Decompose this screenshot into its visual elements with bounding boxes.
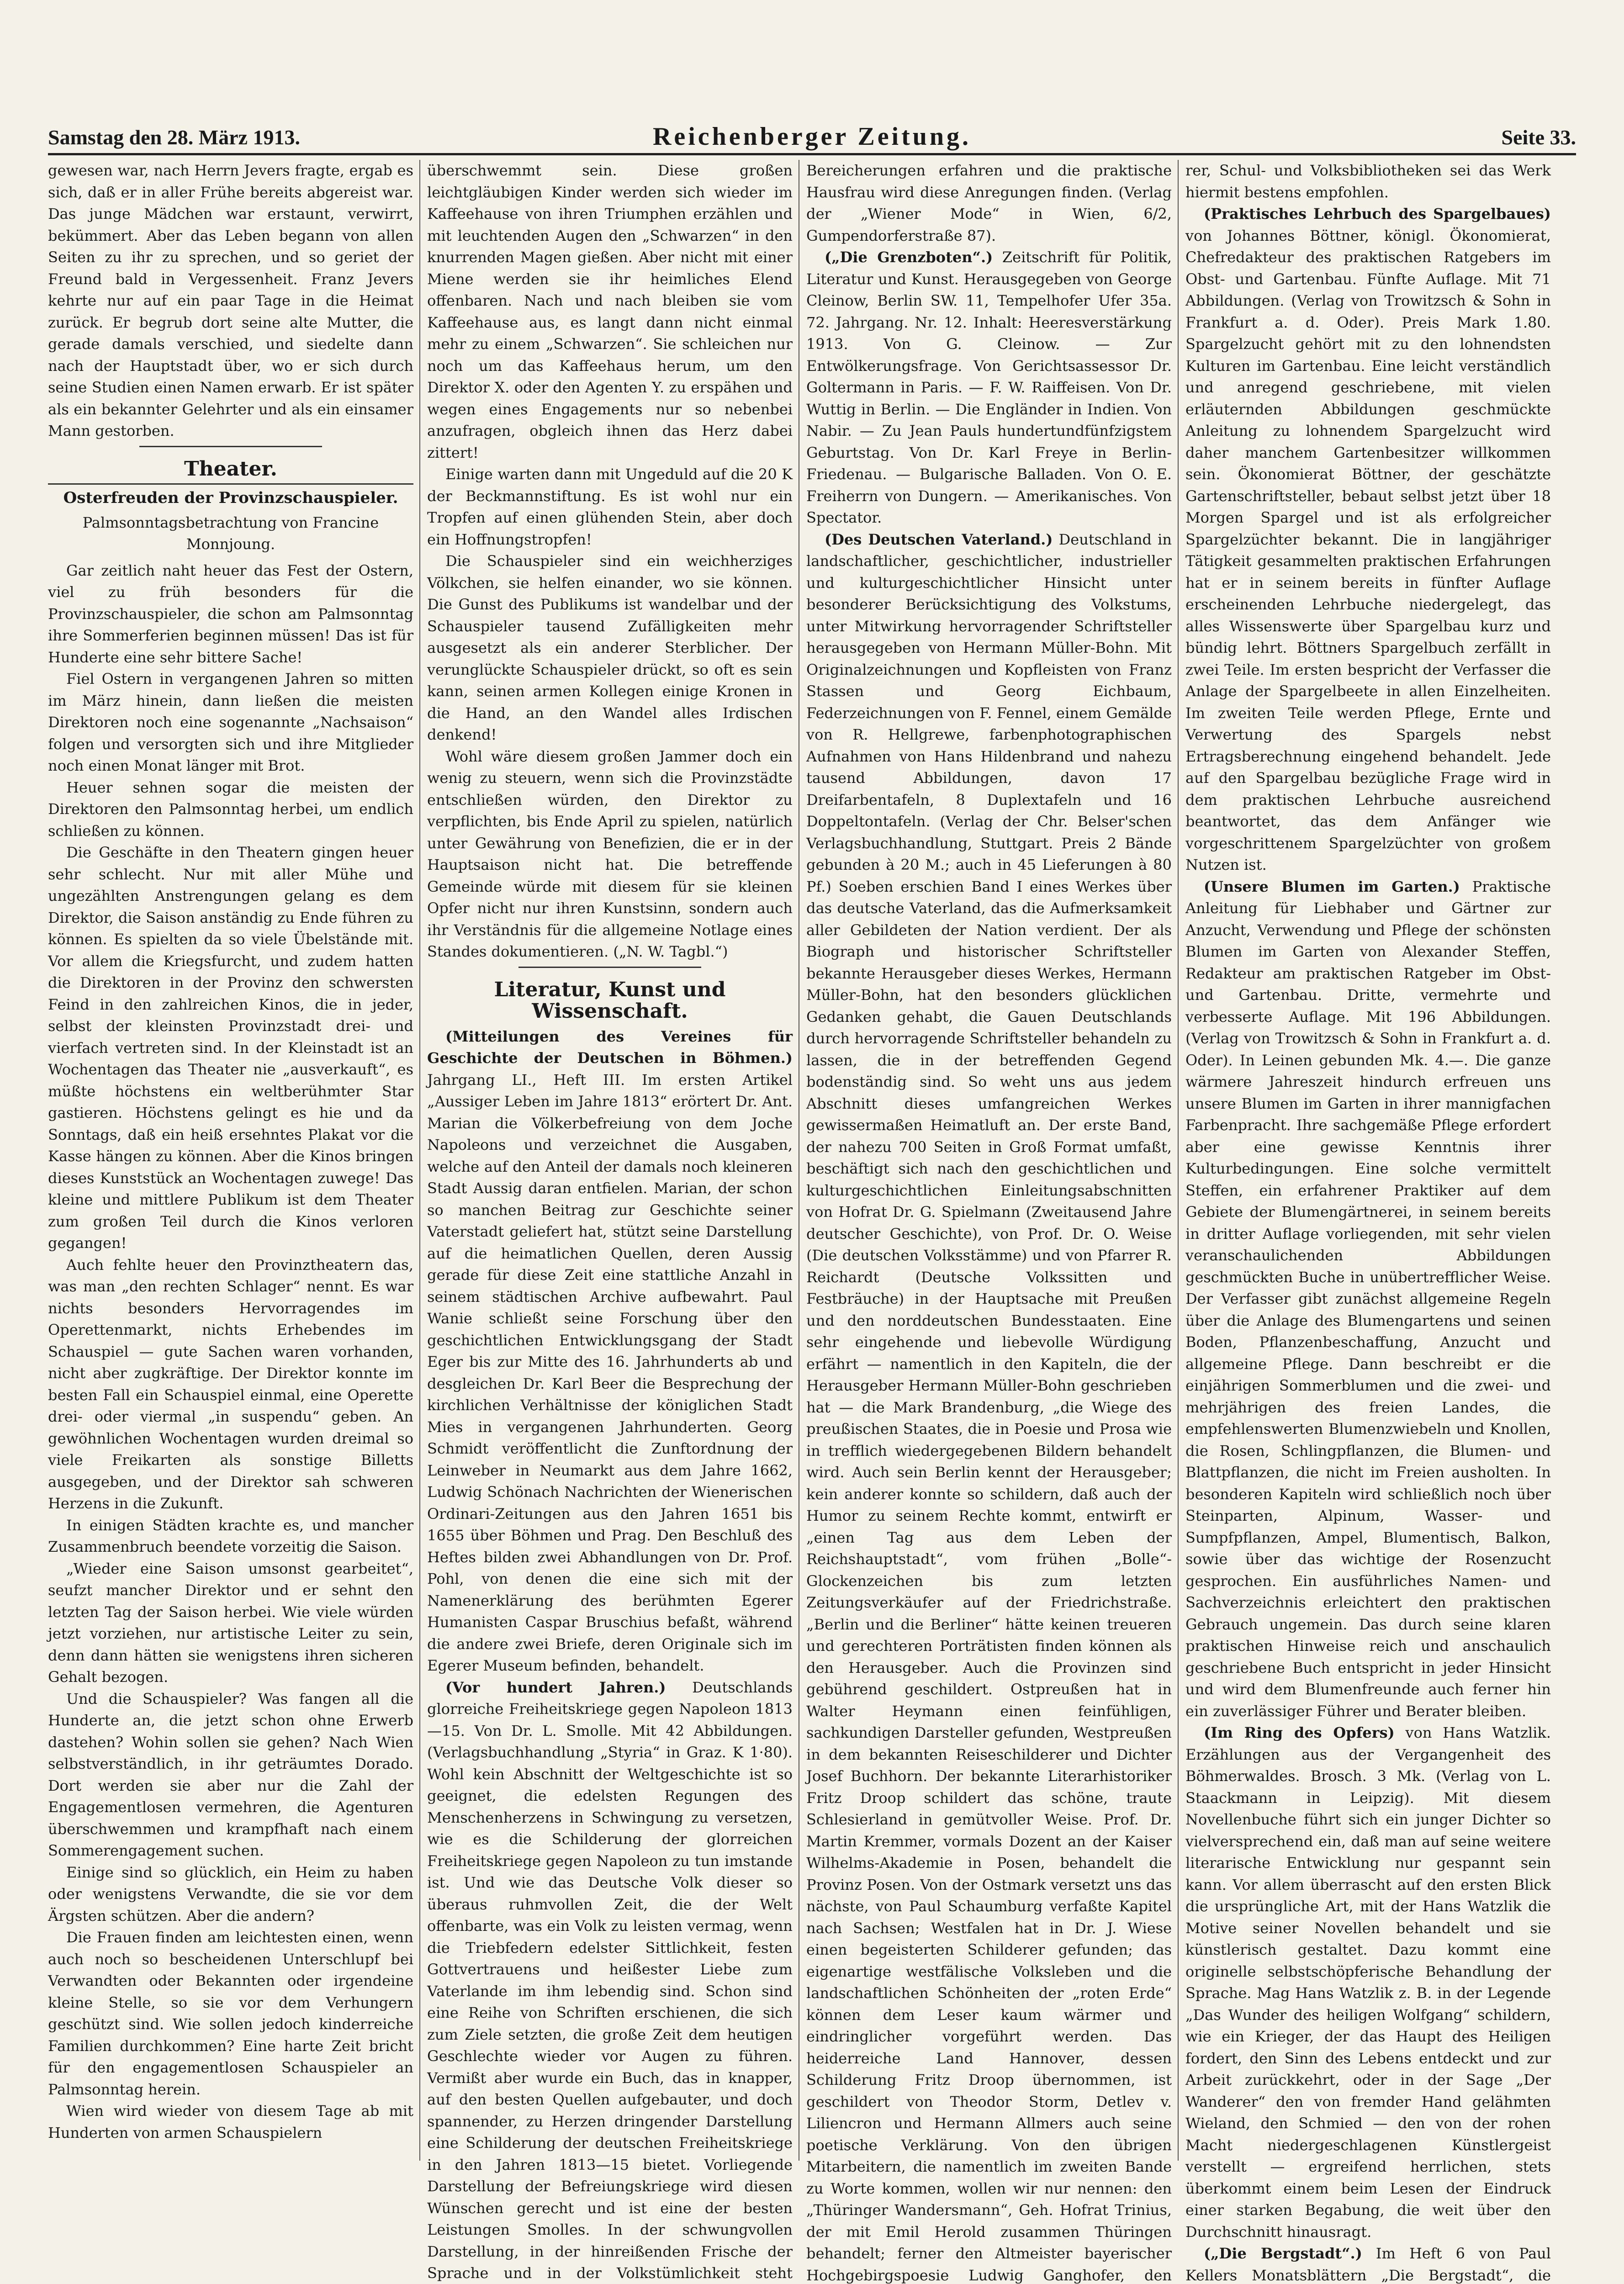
paragraph: Heuer sehnen sogar die meisten der Direktoren den Palmsonntag herbei, um endlich schließen zu können.: [48, 777, 413, 842]
paragraph: Die Geschäfte in den Theatern gingen heuer sehr schlecht. Nur mit aller Mühe und ungezählten Anstrengungen gelang es dem Direktor, die Saison anständig zu Ende führen zu können. Es spielten da so viele Übelstände mit. Vor allem die Kriegsfurcht, und zudem hatten die Direktoren in der Provinz den schwersten Feind in den zahlreichen Kinos, die in jeder, selbst der kleinsten Provinzstadt drei- und vierfach vertreten sind. In der Kleinstadt ist an Wochentagen das Theater nie „ausverkauft“, es müßte höchstens ein weltberühmter Star gastieren. Höchstens gelingt es hie und da Sonntags, daß ein heiß ersehntes Plakat vor die Kasse hängen zu können. Aber die Kinos bringen dieses Kunststück an Wochentagen zuwege! Das kleine und mittlere Publikum ist dem Theater zum großen Teil durch die Kinos verloren gegangen!: [48, 842, 413, 1254]
story-ending: gewesen war, nach Herrn Jevers fragte, ergab es sich, daß er in aller Frühe bereits abgereist war. Das junge Mädchen war erstaunt, verwirrt, bekümmert. Aber das Leben begann von allen Seiten zu ihr zu sprechen, und so geriet der Freund bald in Vergessenheit. Franz Jevers kehrte nur auf ein paar Tage in die Heimat zurück. Er begrub dort seine alte Mutter, die gerade damals verschied, und siedelte dann nach der Hauptstadt über, wo er sich durch seine Studien einen Namen erwarb. Er ist später als ein bekannter Gelehrter und als ein einsamer Mann gestorben.: [48, 160, 413, 442]
entry-text: Deutschlands glorreiche Freiheitskriege gegen Napoleon 1813—15. Von Dr. L. Smolle. Mit 42 Abbildungen. (Verlagsbuchhandlung „Styria“ in Graz. K 1·80). Wohl kein Abschnitt der Weltgeschichte ist so geeignet, die edelsten Regungen des Menschenherzens in Schwingung zu versetzen, wie es die Schilderung der glorreichen Freiheitskriege gegen Napoleon zu tun imstande ist. Und wie das Deutsche Volk dieser so überaus ruhmvollen Zeit, die der Welt offenbarte, was ein Volk zu leisten vermag, wenn die Triebfedern edelster Sittlichkeit, festen Gottvertrauens und heißester Liebe zum Vaterlande im ihm lebendig sind. Schon sind eine Reihe von Schriften erschienen, die sich zum Ziele setzten, die große Zeit dem heutigen Geschlechte wieder vor Augen zu führen. Vermißt aber wurde ein Buch, das in knapper, auf den besten Quellen aufgebauter, und doch spannender, zu Herzen dringender Darstellung eine Schilderung der deutschen Freiheitskriege in den Jahren 1813—15 bietet. Vorliegende Darstellung der Befreiungskriege wird diesen Wünschen gerecht und ist eine der besten Leistungen Smolles. In der schwungvollen Darstellung, in der hinreißenden Frische der Sprache und in der Volkstümlichkeit steht: [427, 1679, 793, 2284]
paragraph: überschwemmt sein. Diese großen leichtgläubigen Kinder werden sich wieder im Kaffeehause von ihren Triumphen erzählen und mit leuchtenden Augen den „Schwarzen“ in den knurrenden Magen gießen. Aber nicht mit einer Miene werden sie ihr heimliches Elend offenbaren. Nach und nach bleiben sie vom Kaffeehause aus, es langt dann nicht einmal mehr zu einem „Schwarzen“. Sie schleichen nur noch um das Kaffeehaus herum, um den Direktor X. oder den Agenten Y. zu erspähen und wegen eines Engagements nur so nebenbei anzufragen, obgleich ihnen das Herz dabei zittert!: [427, 160, 793, 464]
issue-date: Samstag den 28. März 1913.: [48, 125, 300, 149]
article-title: Osterfreuden der Provinzschauspieler.: [48, 483, 413, 509]
entry-title: (Praktisches Lehrbuch des Spargelbaues): [1204, 205, 1551, 222]
paragraph: Die Schauspieler sind ein weichherziges Völkchen, sie helfen einander, wo sie können. Die Gunst des Publikums ist wandelbar und der Schauspieler tausend Zufälligkeiten mehr ausgesetzt als ein anderer Sterblicher. Der verunglückte Schauspieler drückt, so oft es sein kann, seinen armen Kollegen einige Kronen in die Hand, an den Wandel alles Irdischen denkend!: [427, 550, 793, 746]
column-1: [48, 160, 413, 2161]
entry-title: (Mitteilungen des Vereines für Geschichte der Deutschen in Böhmen.): [427, 1028, 793, 1067]
entry-title: (Unsere Blumen im Garten.): [1204, 878, 1460, 895]
paragraph: Gar zeitlich naht heuer das Fest der Ostern, viel zu früh besonders für die Provinzschauspieler, die schon am Palmsonntag ihre Sommerferien beginnen müssen! Das ist für Hunderte eine sehr bittere Sache!: [48, 560, 413, 669]
column-3: [806, 160, 1172, 2161]
entry-text: Zeitschrift für Politik, Literatur und Kunst. Herausgegeben von George Cleinow, Berlin SW. 11, Tempelhofer Ufer 35a. 72. Jahrgang. Nr. 12. Inhalt: Heeresverstärkung 1913. Von G. Cleinow. — Zur Entwölkerungsfrage. Von Gerichtsassessor Dr. Goltermann in Paris. — F. W. Raiffeisen. Von Dr. Wuttig in Berlin. — Die Engländer in Indien. Von Nabir. — Zu Jean Pauls hundertundfünfzigstem Geburtstag. Von Dr. Karl Freye in Berlin-Friedenau. — Bulgarische Balladen. Von O. E. Freiherrn von Dungern. — Amerikanisches. Von Spectator.: [806, 248, 1172, 526]
entry-text: von Johannes Böttner, königl. Ökonomierat, Chefredakteur des praktischen Ratgebers im Obst- und Gartenbau. Fünfte Auflage. Mit 71 Abbildungen. (Verlag von Trowitzsch & Sohn in Frankfurt a. d. Oder). Preis Mark 1.80. Spargelzucht gehört mit zu den lohnendsten Kulturen im Gartenbau. Eine leicht verständlich und anregend geschriebene, mit vielen erläuternden Abbildungen geschmückte Anleitung zu lohnendem Spargelzucht wird daher manchem Gartenbesitzer willkommen sein. Ökonomierat Böttner, der geschätzte Gartenschriftsteller, bebaut selbst jetzt über 18 Morgen Spargel und ist als erfolgreicher Spargelzüchter bekannt. Die in langjähriger Tätigkeit gesammelten praktischen Erfahrungen hat er in seinem bereits in fünfter Auflage erscheinenden Lehrbuche niedergelegt, das alles Wissenswerte über Spargelbau kurz und bündig lehrt. Böttners Spargelbuch zerfällt in zwei Teile. Im ersten bespricht der Verfasser die Anlage der Spargelbeete in allen Einzelheiten. Im zweiten Teile werden Pflege, Ernte und Verwertung des Spargels nebst Ertragsberechnung eingehend behandelt. Jede auf den Spargelbau bezügliche Frage wird in dem praktischen Lehrbuche ausreichend beantwortet, das dem Anfänger wie vorgeschrittenem Spargelzüchter von großem Nutzen ist.: [1185, 227, 1551, 874]
entry-text: Im Heft 6 von Paul Kellers Monatsblättern „Die Bergstadt“, die: [1185, 2245, 1551, 2284]
entry-title: („Die Bergstadt“.): [1204, 2245, 1362, 2262]
entry-text: Deutschland in landschaftlicher, geschichtlicher, industrieller und kulturgeschichtlicher Hinsicht unter besonderer Berücksichtigung des Volkstums, unter Mitwirkung hervorragender Schriftsteller herausgegeben von Hermann Müller-Bohn. Mit Originalzeichnungen und Kopfleisten von Franz Stassen und Georg Eichbaum, Federzeichnungen von F. Fennel, einem Gemälde von R. Hellgrewe, farbenphotographischen Aufnahmen von Hans Hildenbrand und nahezu tausend Abbildungen, davon 17 Dreifarbentafeln, 8 Duplextafeln und 16 Doppeltontafeln. (Verlag der Chr. Belser'schen Verlagsbuchhandlung, Stuttgart. Preis 2 Bände gebunden à 20 M.; auch in 45 Lieferungen à 80 Pf.) Soeben erschien Band I eines Werkes über das deutsche Vaterland, das die Aufmerksamkeit aller Gebildeten der Nation verdient. Der als Biograph und historischer Schriftsteller bekannte Herausgeber dieses Werkes, Hermann Müller-Bohn, hat den besonders glücklichen Gedanken gehabt, die Gauen Deutschlands durch hervorragende Schriftsteller behandeln zu lassen, die in der betreffenden Gegend bodenständig sind. So weht uns aus jedem Abschnitt dieses umfangreichen Werkes gewissermaßen Heimatluft an. Der erste Band, der nahezu 700 Seiten in Groß Format umfaßt, beschäftigt sich nach den geschichtlichen und kulturgeschichtlichen Einleitungsabschnitten von Hofrat Dr. G. Spielmann (Zweitausend Jahre deutscher Geschichte), von Prof. Dr. O. Weise (Die deutschen Volksstämme) und von Pfarrer R. Reichardt (Deutsche Volkssitten und Festbräuche) in der Hauptsache mit Preußen und den norddeutschen Bundesstaaten. Eine sehr eingehende und liebevolle Würdigung erfährt — namentlich in den Kapiteln, die der Herausgeber Hermann Müller-Bohn geschrieben hat — die Mark Brandenburg, „die Wiege des preußischen Staates, die in Poesie und Prosa wie in trefflich wiedergegebenen Bildern behandelt wird. Auch sein Berlin kennt der Herausgeber; kein anderer konnte so schildern, daß auch der Humor zu seinem Rechte kommt, entwirft er „einen Tag aus dem Leben der Reichshauptstadt“, vom frühen „Bolle“-Glockenzeichen bis zum letzten Zeitungsverkäufer auf der Friedrichstraße. „Berlin und die Berliner“ hätte keinen treueren und gerechteren Porträtisten finden können als den Herausgeber. Auch die Provinzen sind gebührend geschildert. Ostpreußen hat in Walter Heymann einen feinfühligen, sachkundigen Darsteller gefunden, Westpreußen in dem bekannten Reiseschilderer und Dichter Josef Buchhorn. Der bekannte Literarhistoriker Fritz Droop schildert das schöne, traute Schlesierland in gemütvoller Weise. Prof. Dr. Martin Kremmer, vormals Dozent an der Kaiser Wilhelms-Akademie in Posen, behandelt die Provinz Posen. Von der Ostmark versetzt uns das nächste, von Paul Schaumburg verfaßte Kapitel nach Sachsen; Westfalen hat in Dr. J. Wiese einen begeisterten Schilderer gefunden; das eigenartige westfälische Volksleben und die landschaftlichen Schönheiten der „roten Erde“ können dem Leser kaum wärmer und eindringlicher vorgeführt werden. Das heiderreiche Land Hannover, dessen Schilderung Fritz Droop übernommen, ist geschildert von Theodor Storm, Detlev v. Liliencron und Hermann Allmers auch seine poetische Verklärung. Von den übrigen Mitarbeitern, die namentlich im zweiten Bande zu Worte kommen, wollen wir nur nennen: den „Thüringer Wandersmann“, Geh. Hofrat Trinius, der mit Emil Herold zusammen Thüringen behandelt; ferner den Altmeister bayerischer Hochgebirgspoesie Ludwig Ganghofer, den: [806, 531, 1172, 2284]
paragraph: In einigen Städten krachte es, und mancher Zusammenbruch beendete vorzeitig die Saison.: [48, 1515, 413, 1558]
section-heading-theater: Theater.: [48, 458, 413, 480]
newspaper-title: Reichenberger Zeitung.: [48, 122, 1576, 151]
paragraph: Die Frauen finden am leichtesten einen, wenn auch noch so bescheidenen Unterschlupf bei Verwandten oder Bekannten oder irgendeine kleine Stelle, so sie vor dem Verhungern geschützt sind. Wie sollen jedoch kinderreiche Familien durchkommen? Eine harte Zeit bricht für den engagementlosen Schauspieler an Palmsonntag herein.: [48, 1927, 413, 2100]
paragraph: Wohl wäre diesem großen Jammer doch ein wenig zu steuern, wenn sich die Provinzstädte entschließen würden, den Direktor zu verpflichten, bis Ende April zu spielen, natürlich unter Gewährung von Benefizien, die er in der Hauptsaison nicht hat. Die betreffende Gemeinde würde mit diesem für sie kleinen Opfer nicht nur ihren Kunstsinn, sondern auch ihr Verständnis für die allgemeine Notlage eines Standes dokumentieren. („N. W. Tagbl.“): [427, 746, 793, 963]
column-4: [1185, 160, 1551, 2161]
paragraph: Fiel Ostern in vergangenen Jahren so mitten im März hinein, dann ließen die meisten Direktoren noch eine sogenannte „Nachsaison“ folgen und versorgten sich und ihre Mitglieder noch einen Monat länger mit Brot.: [48, 668, 413, 777]
column-rule: [419, 160, 420, 2161]
entry-text: von Hans Watzlik. Erzählungen aus der Vergangenheit des Böhmerwaldes. Brosch. 3 Mk. (Verlag von L. Staackmann in Leipzig). Mit diesem Novellenbuche führt sich ein junger Dichter so vielversprechend ein, daß man auf seine weitere literarische Entwicklung nur gespannt sein kann. Vor allem überrascht auf den ersten Blick die ursprüngliche Art, mit der Hans Watzlik die Motive seiner Novellen behandelt und sie künstlerisch gestaltet. Dazu kommt eine originelle selbstschöpferische Behandlung der Sprache. Mag Hans Watzlik z. B. in der Legende „Das Wunder des heiligen Wolfgang“ schildern, wie ein Krieger, der das Haupt des Heiligen fordert, den Sinn des Lebens entdeckt und zur Arbeit zurückkehrt, oder in der Sage „Der Wanderer“ den von fremder Hand gelähmten Wieland, den Schmied — den von der rohen Macht niedergeschlagenen Künstlergeist verstellt — ergreifend herrlichen, stets überkommt einem beim Lesen der Eindruck einer starken Begabung, die weit über den Durchschnitt hinausragt.: [1185, 1724, 1551, 2241]
article-byline: Palmsonntagsbetrachtung von Francine Monnjoung.: [48, 512, 413, 555]
page-number: Seite 33.: [1501, 125, 1576, 149]
paragraph: Und die Schauspieler? Was fangen all die Hunderte an, die jetzt schon ohne Erwerb dastehen? Wohin sollen sie gehen? Nach Wien selbstverständlich, in ihr geträumtes Dorado. Dort werden sie aber nur die Zahl der Engagementlosen vermehren, die Agenturen überschwemmen und krampfhaft nach einem Sommerengagement suchen.: [48, 1688, 413, 1862]
paragraph: Einige warten dann mit Ungeduld auf die 20 K der Beckmannstiftung. Es ist wohl nur ein Tropfen auf einen glühenden Stein, aber doch ein Hoffnungstropfen!: [427, 464, 793, 550]
entry-title: (Vor hundert Jahren.): [445, 1679, 666, 1696]
divider: [139, 446, 322, 447]
section-heading-literature: Literatur, Kunst und Wissenschaft.: [427, 979, 793, 1022]
entry-title: (Des Deutschen Vaterland.): [825, 531, 1053, 548]
divider: [518, 967, 701, 968]
entry-text: Praktische Anleitung für Liebhaber und Gärtner zur Anzucht, Verwendung und Pflege der schönsten Blumen im Garten von Alexander Steffen, Redakteur am praktischen Ratgeber im Obst- und Gartenbau. Dritte, vermehrte und verbesserte Auflage. Mit 196 Abbildungen. (Verlag von Trowitzsch & Sohn in Frankfurt a. d. Oder). In Leinen gebunden Mk. 4.—. Die ganze wärmere Jahreszeit hindurch erfreuen uns unsere Blumen im Garten in ihrer mannigfachen Farbenpracht. Ihre sachgemäße Pflege erfordert aber eine gewisse Kenntnis ihrer Kulturbedingungen. Eine solche vermittelt Steffen, ein erfahrener Praktiker auf dem Gebiete der Blumengärtnerei, in seinem bereits in dritter Auflage vorliegenden, mit sehr vielen veranschaulichenden Abbildungen geschmückten Buche in unübertrefflicher Weise. Der Verfasser gibt zunächst allgemeine Regeln über die Anlage des Blumengartens und seinen Boden, Pflanzenbeschaffung, Anzucht und allgemeine Pflege. Dann beschreibt er die einjährigen Sommerblumen und die zwei- und mehrjährigen des freien Landes, die empfehlenswerten Blumenzwiebeln und Knollen, die Rosen, Schlingpflanzen, die Blumen- und Blattpflanzen, die nicht im Freien ausholten. In besonderen Kapiteln wird schließlich noch über Steinparten, Alpinum, Wasser- und Sumpfpflanzen, Ampel, Blumentisch, Balkon, sowie über das wichtige der Rosenzucht gesprochen. Ein ausführliches Namen- und Sachverzeichnis erleichtert den praktischen Gebrauch ungemein. Das durch seine klaren praktischen Hinweise reich und anschaulich geschriebene Buch entspricht in jeder Hinsicht und wird dem Blumenfreunde auch ferner hin ein zuverlässiger Führer und Berater bleiben.: [1185, 878, 1551, 1720]
masthead: [48, 121, 1576, 155]
paragraph: Wien wird wieder von diesem Tage ab mit Hunderten von armen Schauspielern: [48, 2100, 413, 2144]
paragraph: Auch fehlte heuer den Provinztheatern das, was man „den rechten Schlager“ nennt. Es war nichts besonders Hervorragendes im Operettenmarkt, nichts Erhebendes im Schauspiel — gute Sachen waren vorhanden, nicht aber zugkräftige. Der Direktor konnte im besten Fall ein Schauspiel einmal, eine Operette drei- oder viermal „in suspendu“ geben. An gewöhnlichen Wochentagen wurden dreimal so viele Freikarten als sonstige Billetts ausgegeben, und der Direktor sah schweren Herzens in die Zukunft.: [48, 1254, 413, 1515]
entry-title: (Im Ring des Opfers): [1204, 1724, 1395, 1741]
column-rule: [1178, 160, 1179, 2161]
entry-title: („Die Grenzboten“.): [825, 248, 993, 266]
column-2: [427, 160, 793, 2161]
paragraph: Einige sind so glücklich, ein Heim zu haben oder wenigstens Verwandte, die sie vor dem Ärgsten schützen. Aber die andern?: [48, 1862, 413, 1927]
paragraph: rer, Schul- und Volksbibliotheken sei das Werk hiermit bestens empfohlen.: [1185, 160, 1551, 203]
paragraph: „Wieder eine Saison umsonst gearbeitet“, seufzt mancher Direktor und er sehnt den letzten Tag der Saison herbei. Wie viele würden jetzt vorziehen, nur artistische Leiter zu sein, denn dann hätten sie wenigstens ihren sicheren Gehalt bezogen.: [48, 1558, 413, 1688]
paragraph: Bereicherungen erfahren und die praktische Hausfrau wird diese Anregungen finden. (Verlag der „Wiener Mode“ in Wien, 6/2, Gumpendorferstraße 87).: [806, 160, 1172, 247]
entry-text: Jahrgang LI., Heft III. Im ersten Artikel „Aussiger Leben im Jahre 1813“ erörtert Dr. Ant. Marian die Völkerbefreiung von dem Joche Napoleons und verzeichnet die Ausgaben, welche auf den Anteil der damals noch kleineren Stadt Aussig daran entfielen. Marian, der schon so manchen Beitrag zur Geschichte seiner Vaterstadt geliefert hat, stützt seine Darstellung auf die heimatlichen Quellen, deren Aussig gerade für diese Zeit eine stattliche Anzahl in seinem städtischen Archive aufbewahrt. Paul Wanie schließt seine Forschung über den geschichtlichen Entwicklungsgang der Stadt Eger bis zur Mitte des 16. Jahrhunderts ab und desgleichen Dr. Karl Beer die Besprechung der kirchlichen Verhältnisse der königlichen Stadt Mies in vergangenen Jahrhunderten. Georg Schmidt veröffentlicht die Zunftordnung der Leinweber in Neumarkt aus dem Jahre 1662, Ludwig Schönach Nachrichten der Wienerischen Ordinari-Zeitungen aus den Jahren 1651 bis 1655 über Böhmen und Prag. Den Beschluß des Heftes bilden zwei Abhandlungen von Dr. Prof. Pohl, von denen die eine sich mit der Namenerklärung des berühmten Egerer Humanisten Caspar Bruschius befaßt, während die andere zwei Briefe, deren Originale sich im Egerer Museum befinden, behandelt.: [427, 1071, 793, 1675]
